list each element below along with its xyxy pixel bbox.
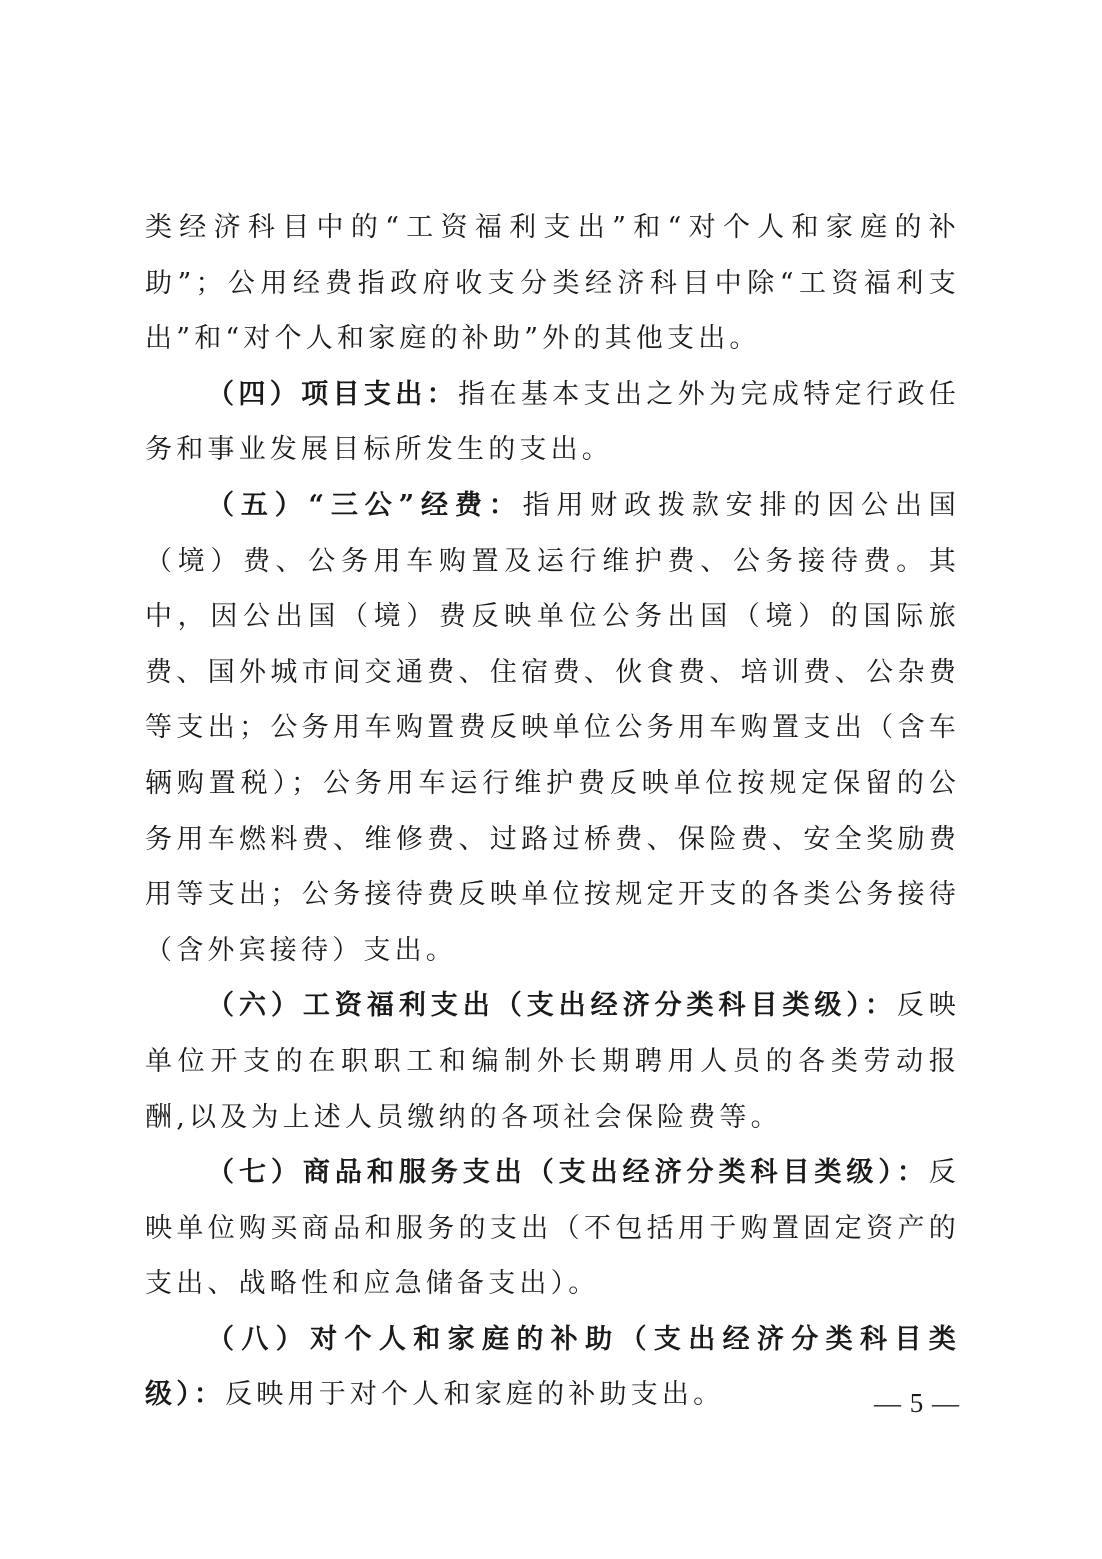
- paragraph-body: 反映单位开支的在职职工和编制外长期聘用人员的各类劳动报酬,以及为上述人员缴纳的各项社会保险费等。: [145, 990, 960, 1133]
- paragraph-body: 指在基本支出之外为完成特定行政任务和事业发展目标所发生的支出。: [145, 378, 960, 466]
- paragraph-heading: （八）对个人和家庭的补助（支出经济分类科目类级）：: [145, 1323, 960, 1411]
- paragraph-goods-services: [145, 1145, 960, 1312]
- page-number: — 5 —: [874, 1388, 960, 1418]
- paragraph-body: 类经济科目中的“工资福利支出”和“对个人和家庭的补助”；公用经费指政府收支分类经济科目中除“工资福利支出”和“对个人和家庭的补助”外的其他支出。: [145, 212, 960, 355]
- paragraph-body: 反映用于对个人和家庭的补助支出。: [225, 1379, 725, 1411]
- paragraph-three-public-expenses: [145, 478, 960, 978]
- paragraph-body: 指用财政拨款安排的因公出国（境）费、公务用车购置及运行维护费、公务接待费。其中，因公出国（境）费反映单位公务出国（境）的国际旅费、国外城市间交通费、住宿费、伙食费、培训费、公杂费等支出；公务用车购置费反映单位公务用车购置支出（含车辆购置税）；公务用车运行维护费反映单位按规定保留的公务用车燃料费、维修费、过路过桥费、保险费、安全奖励费用等支出；公务接待费反映单位按规定开支的各类公务接待（含外宾接待）支出。: [145, 489, 960, 966]
- paragraph-project-expenditure: [145, 367, 960, 478]
- paragraph-heading: （六）工资福利支出（支出经济分类科目类级）：: [207, 990, 897, 1022]
- document-body: [145, 200, 960, 1423]
- paragraph-body: 反映单位购买商品和服务的支出（不包括用于购置固定资产的支出、战略性和应急储备支出）。: [145, 1157, 960, 1300]
- paragraph-heading: （七）商品和服务支出（支出经济分类科目类级）：: [207, 1157, 929, 1189]
- paragraph-heading: （五）“三公”经费：: [207, 489, 523, 521]
- paragraph-household-subsidies: [145, 1312, 960, 1423]
- paragraph-wages-welfare: [145, 978, 960, 1145]
- paragraph-continuation: [145, 200, 960, 367]
- paragraph-heading: （四）项目支出：: [207, 378, 459, 410]
